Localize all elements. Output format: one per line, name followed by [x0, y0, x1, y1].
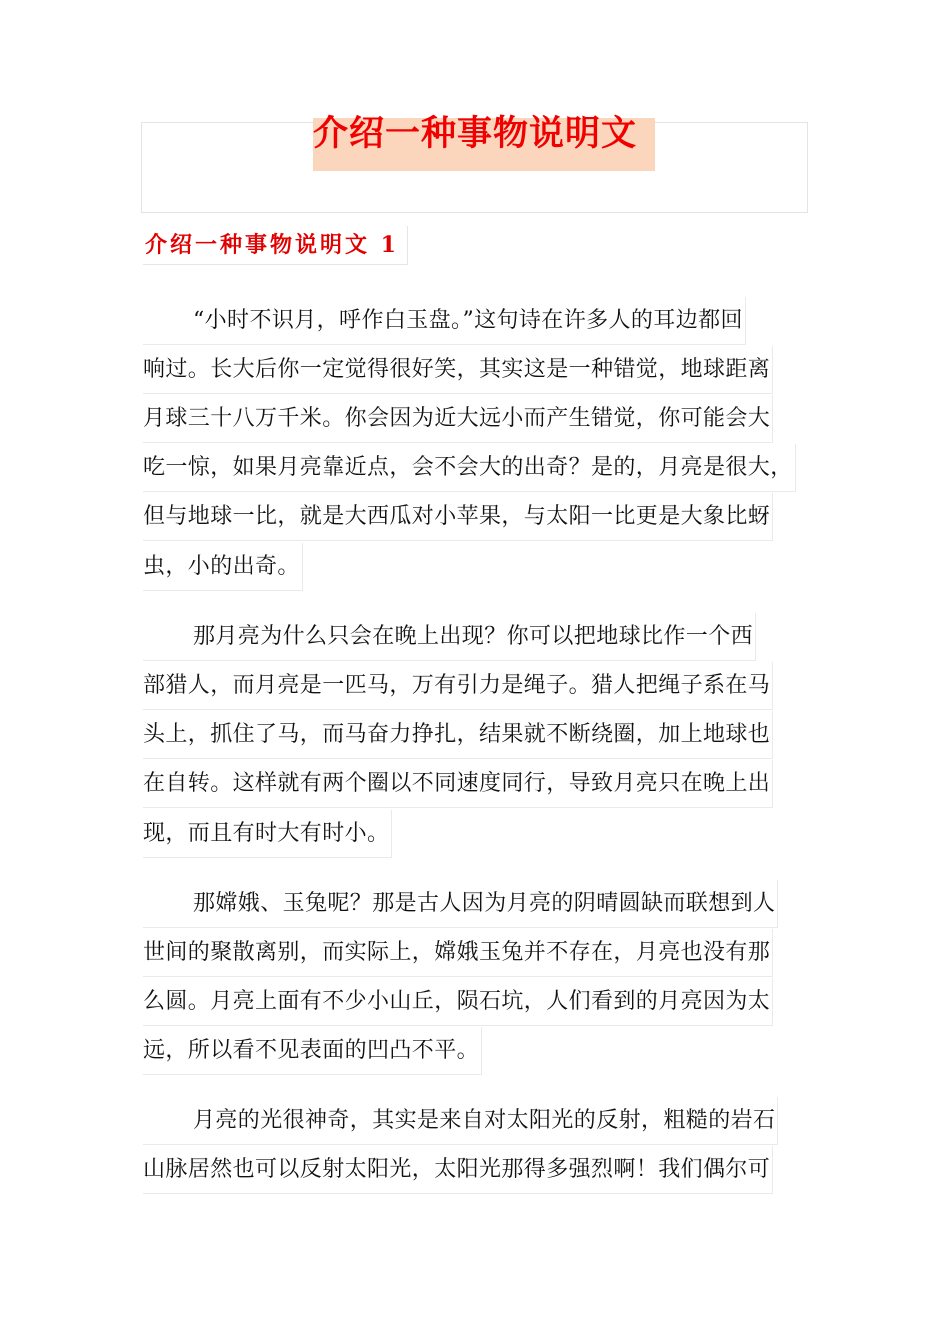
paragraph-1-line-4: 吃一惊，如果月亮靠近点，会不会大的出奇？是的，月亮是很大，	[143, 444, 796, 492]
paragraph-2-line-3: 头上，抓住了马，而马奋力挣扎，结果就不断绕圈，加上地球也	[143, 711, 773, 759]
paragraph-1-line-6: 虫，小的出奇。	[143, 543, 303, 591]
paragraph-4-line-2: 山脉居然也可以反射太阳光，太阳光那得多强烈啊！我们偶尔可	[143, 1146, 773, 1194]
paragraph-2-line-5: 现，而且有时大有时小。	[143, 810, 392, 858]
paragraph-3-line-2: 世间的聚散离别，而实际上，嫦娥玉兔并不存在，月亮也没有那	[143, 929, 773, 977]
paragraph-2-line-4: 在自转。这样就有两个圈以不同速度同行，导致月亮只在晚上出	[143, 760, 773, 808]
paragraph-3-line-3: 么圆。月亮上面有不少小山丘，陨石坑，人们看到的月亮因为太	[143, 978, 773, 1026]
paragraph-1-line-3: 月球三十八万千米。你会因为近大远小而产生错觉，你可能会大	[143, 395, 773, 443]
section-heading: 介绍一种事物说明文 1	[143, 226, 408, 265]
page-title: 介绍一种事物说明文	[313, 113, 638, 154]
paragraph-1-line-5: 但与地球一比，就是大西瓜对小苹果，与太阳一比更是大象比蚜	[143, 493, 773, 541]
paragraph-4-line-1: 月亮的光很神奇，其实是来自对太阳光的反射，粗糙的岩石	[143, 1097, 778, 1145]
paragraph-3-line-1: 那嫦娥、玉兔呢？那是古人因为月亮的阴晴圆缺而联想到人	[143, 880, 778, 928]
paragraph-1-line-2: 响过。长大后你一定觉得很好笑，其实这是一种错觉，地球距离	[143, 346, 773, 394]
paragraph-2-line-1: 那月亮为什么只会在晚上出现？你可以把地球比作一个西	[143, 613, 756, 661]
paragraph-2-line-2: 部猎人，而月亮是一匹马，万有引力是绳子。猎人把绳子系在马	[143, 662, 773, 710]
paragraph-1-line-1: “小时不识月，呼作白玉盘。”这句诗在许多人的耳边都回	[143, 297, 746, 345]
paragraph-3-line-4: 远，所以看不见表面的凹凸不平。	[143, 1027, 482, 1075]
